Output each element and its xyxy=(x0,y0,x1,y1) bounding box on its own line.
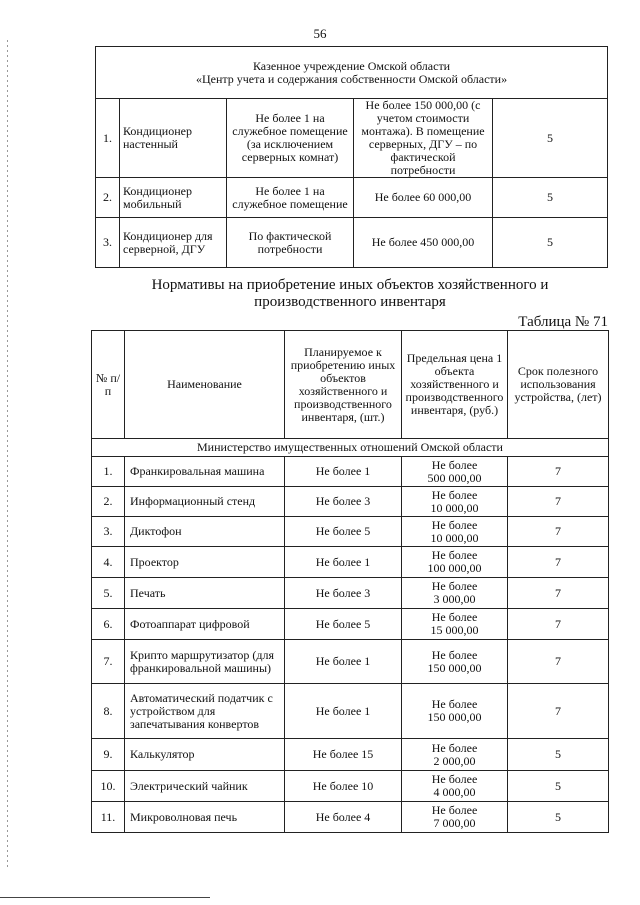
item-price xyxy=(402,739,508,771)
item-life: 7 xyxy=(508,487,609,517)
table-row xyxy=(92,640,609,684)
header-life: Срок полезного использования устройства, (лет) xyxy=(508,331,609,439)
item-quantity: Не более 3 xyxy=(285,487,402,517)
group-name: Министерство имущественных отношений Омской области xyxy=(92,439,609,457)
item-name: Кондиционер мобильный xyxy=(120,178,227,218)
item-quantity: Не более 4 xyxy=(285,802,402,833)
row-number: 4. xyxy=(92,547,125,578)
table-row xyxy=(92,517,609,547)
org-header-row xyxy=(96,47,608,99)
header-row xyxy=(92,331,609,439)
item-quantity: Не более 5 xyxy=(285,517,402,547)
price-line-2: 10 000,00 xyxy=(430,500,479,515)
price-line-2: 100 000,00 xyxy=(427,561,482,575)
item-quantity: Не более 3 xyxy=(285,578,402,609)
row-number: 3. xyxy=(92,517,125,547)
item-name: Крипто маршрутизатор (для франкировальной машины) xyxy=(125,640,285,684)
table-row xyxy=(92,487,609,517)
air-conditioner-table xyxy=(95,46,608,268)
header-name: Наименование xyxy=(125,331,285,439)
section-title-line-2: производственного инвентаря xyxy=(254,294,446,310)
item-quantity: Не более 5 xyxy=(285,609,402,640)
item-price: Не более 150 000,00 (с учетом стоимости монтажа). В помещение серверных, ДГУ – по фактической потребности xyxy=(354,99,493,178)
item-price xyxy=(402,640,508,684)
org-line-1: Казенное учреждение Омской области xyxy=(252,58,451,73)
item-quantity: Не более 1 xyxy=(285,640,402,684)
row-number: 1. xyxy=(92,457,125,487)
item-life: 7 xyxy=(508,684,609,739)
table-row xyxy=(92,802,609,833)
item-price: Не более 450 000,00 xyxy=(354,218,493,268)
item-life: 5 xyxy=(493,99,608,178)
row-number: 5. xyxy=(92,578,125,609)
row-number: 8. xyxy=(92,684,125,739)
row-number: 11. xyxy=(92,802,125,833)
row-number: 1. xyxy=(96,99,120,178)
item-quantity: Не более 1 xyxy=(285,457,402,487)
table-row xyxy=(92,771,609,802)
table-row xyxy=(96,99,608,178)
price-line-2: 3 000,00 xyxy=(433,592,476,606)
item-life: 5 xyxy=(508,771,609,802)
header-number: № п/п xyxy=(92,331,125,439)
margin-dotted-rule xyxy=(7,40,8,870)
row-number: 3. xyxy=(96,218,120,268)
item-name: Микроволновая печь xyxy=(125,802,285,833)
price-line-2: 2 000,00 xyxy=(433,753,476,768)
org-header-cell xyxy=(96,47,608,99)
item-name: Автоматический податчик с устройством для запечатывания конвертов xyxy=(125,684,285,739)
price-line-1: Не более xyxy=(431,740,478,755)
table-row xyxy=(92,457,609,487)
item-name: Франкировальная машина xyxy=(125,457,285,487)
item-quantity: Не более 1 на служебное помещение (за исключением серверных комнат) xyxy=(227,99,354,178)
inventory-norms-table xyxy=(91,330,609,833)
item-name: Фотоаппарат цифровой xyxy=(125,609,285,640)
table-number-label: Таблица № 71 xyxy=(518,314,608,330)
row-number: 2. xyxy=(92,487,125,517)
item-life: 7 xyxy=(508,578,609,609)
item-name: Кондиционер настенный xyxy=(120,99,227,178)
header-quantity: Планируемое к приобретению иных объектов хозяйственного и производственного инвентаря, (шт.) xyxy=(285,331,402,439)
item-life: 5 xyxy=(493,178,608,218)
footer-rule xyxy=(0,897,210,898)
item-price: Не более 60 000,00 xyxy=(354,178,493,218)
row-number: 9. xyxy=(92,739,125,771)
section-title xyxy=(80,277,620,311)
price-line-1: Не более xyxy=(431,772,478,786)
item-name: Печать xyxy=(125,578,285,609)
price-line-2: 500 000,00 xyxy=(427,470,482,485)
price-line-2: 150 000,00 xyxy=(427,660,482,675)
row-number: 10. xyxy=(92,771,125,802)
price-line-1: Не более xyxy=(431,803,478,817)
price-line-1: Не более xyxy=(431,610,478,624)
item-quantity: По фактической потребности xyxy=(227,218,354,268)
price-line-1: Не более xyxy=(431,517,478,532)
price-line-2: 10 000,00 xyxy=(430,530,479,545)
table-row xyxy=(92,547,609,578)
row-number: 7. xyxy=(92,640,125,684)
header-price: Предельная цена 1 объекта хозяйственного и производственного инвентаря, (руб.) xyxy=(402,331,508,439)
item-price xyxy=(402,802,508,833)
section-title-line-1: Нормативы на приобретение иных объектов хозяйственного и xyxy=(151,277,549,293)
item-price xyxy=(402,487,508,517)
item-life: 5 xyxy=(493,218,608,268)
item-price xyxy=(402,578,508,609)
item-price xyxy=(402,547,508,578)
org-line-2: «Центр учета и содержания собственности Омской области» xyxy=(195,71,508,86)
item-life: 7 xyxy=(508,640,609,684)
price-line-1: Не более xyxy=(431,457,478,472)
table-row xyxy=(92,578,609,609)
item-life: 7 xyxy=(508,517,609,547)
item-life: 7 xyxy=(508,547,609,578)
item-life: 7 xyxy=(508,457,609,487)
table-row xyxy=(92,609,609,640)
item-name: Калькулятор xyxy=(125,739,285,771)
item-price xyxy=(402,771,508,802)
table-row xyxy=(92,739,609,771)
item-price xyxy=(402,684,508,739)
item-quantity: Не более 1 на служебное помещение xyxy=(227,178,354,218)
item-quantity: Не более 15 xyxy=(285,739,402,771)
price-line-1: Не более xyxy=(431,647,478,662)
table-row xyxy=(96,178,608,218)
price-line-1: Не более xyxy=(431,697,478,711)
item-price xyxy=(402,457,508,487)
item-price xyxy=(402,609,508,640)
item-quantity: Не более 1 xyxy=(285,547,402,578)
price-line-1: Не более xyxy=(431,487,478,502)
price-line-2: 7 000,00 xyxy=(433,816,476,830)
item-quantity: Не более 10 xyxy=(285,771,402,802)
item-name: Электрический чайник xyxy=(125,771,285,802)
row-number: 6. xyxy=(92,609,125,640)
item-quantity: Не более 1 xyxy=(285,684,402,739)
row-number: 2. xyxy=(96,178,120,218)
item-name: Кондиционер для серверной, ДГУ xyxy=(120,218,227,268)
item-name: Диктофон xyxy=(125,517,285,547)
item-name: Информационный стенд xyxy=(125,487,285,517)
table-row xyxy=(92,684,609,739)
group-row xyxy=(92,439,609,457)
item-life: 5 xyxy=(508,739,609,771)
table-row xyxy=(96,218,608,268)
price-line-1: Не более xyxy=(431,548,478,562)
item-price xyxy=(402,517,508,547)
price-line-2: 15 000,00 xyxy=(430,623,479,637)
page-number: 56 xyxy=(313,26,327,41)
item-name: Проектор xyxy=(125,547,285,578)
item-life: 7 xyxy=(508,609,609,640)
price-line-1: Не более xyxy=(431,579,478,593)
price-line-2: 150 000,00 xyxy=(427,710,482,724)
item-life: 5 xyxy=(508,802,609,833)
price-line-2: 4 000,00 xyxy=(433,785,476,799)
